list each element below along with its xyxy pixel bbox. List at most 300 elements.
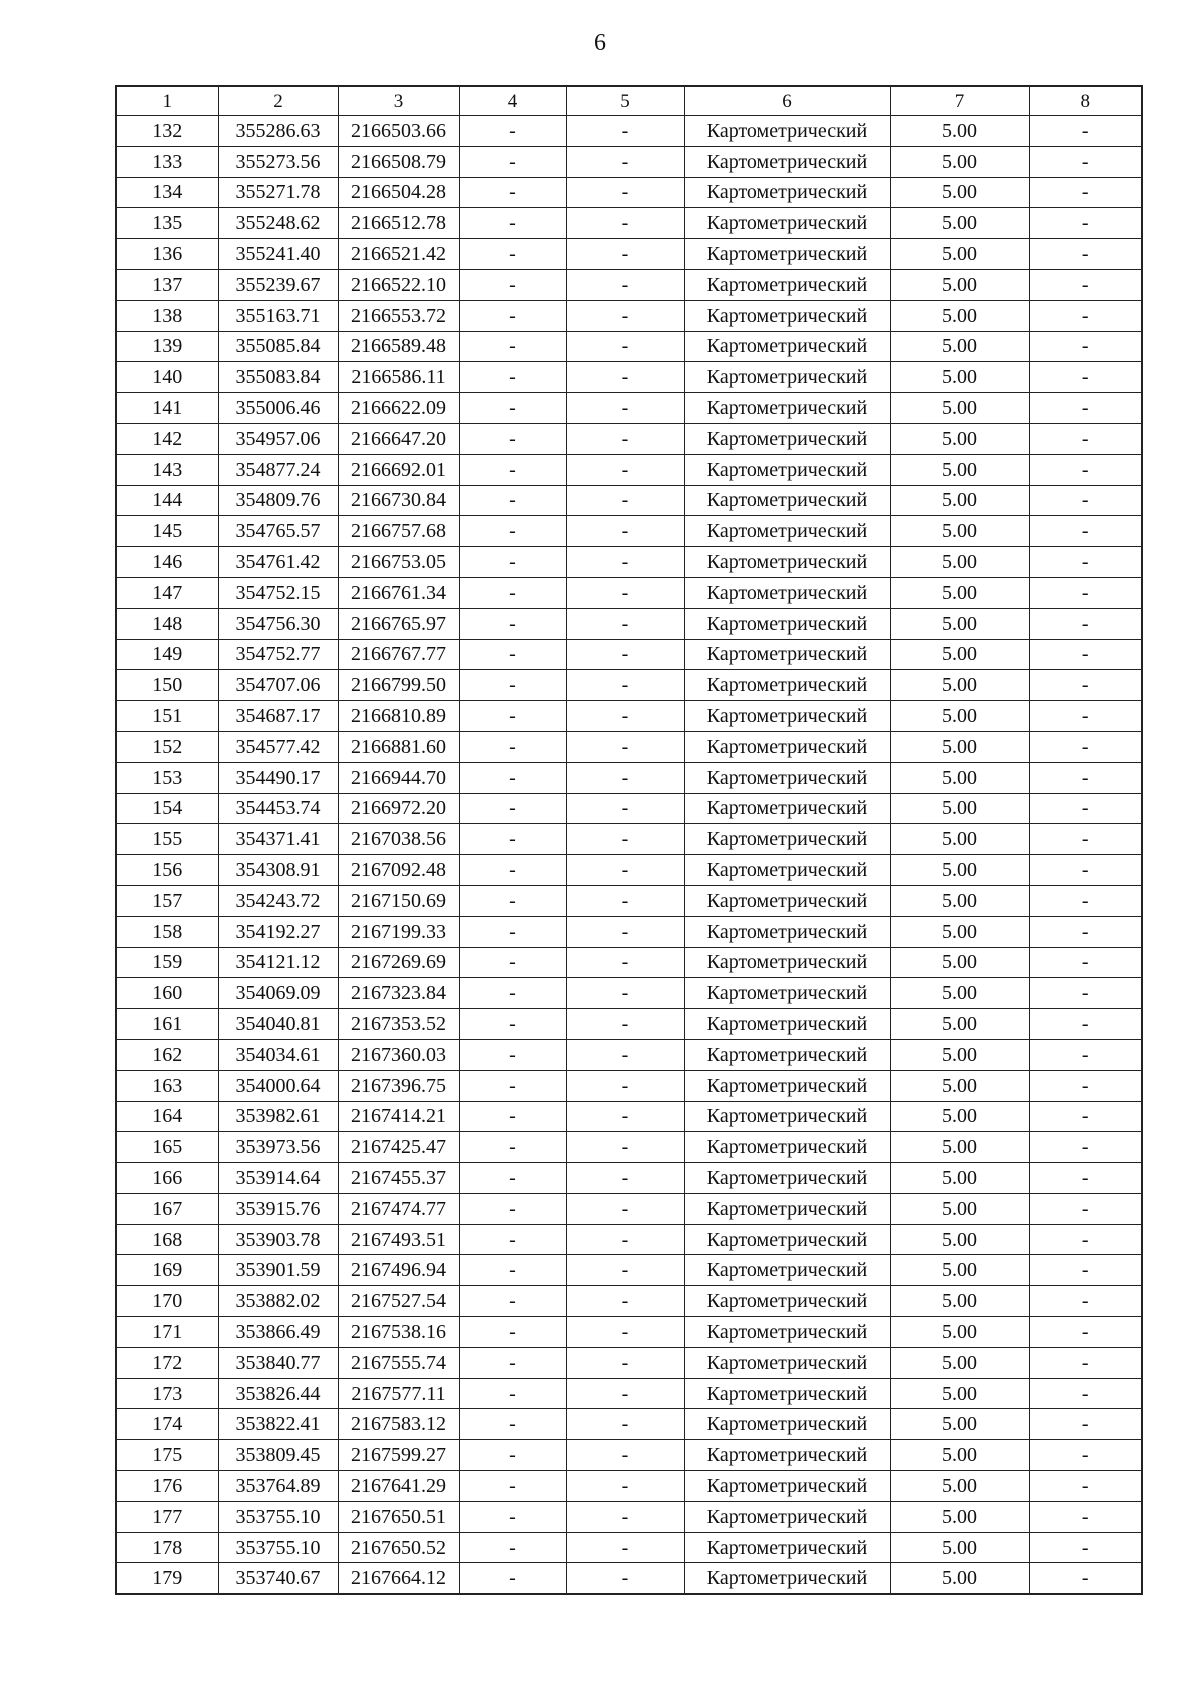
cell-col-8: - (1029, 146, 1142, 177)
cell-accuracy: 5.00 (890, 1193, 1029, 1224)
cell-x-coordinate: 353809.45 (218, 1440, 338, 1471)
cell-col-8: - (1029, 1255, 1142, 1286)
cell-point-number: 176 (116, 1471, 218, 1502)
cell-accuracy: 5.00 (890, 1563, 1029, 1594)
cell-point-number: 159 (116, 947, 218, 978)
cell-x-coordinate: 353764.89 (218, 1471, 338, 1502)
cell-col-8: - (1029, 793, 1142, 824)
cell-point-number: 171 (116, 1317, 218, 1348)
cell-col-4: - (459, 1286, 566, 1317)
column-header-3: 3 (338, 86, 459, 116)
cell-accuracy: 5.00 (890, 1163, 1029, 1194)
cell-col-5: - (566, 885, 684, 916)
cell-col-8: - (1029, 577, 1142, 608)
cell-x-coordinate: 354577.42 (218, 731, 338, 762)
cell-x-coordinate: 354243.72 (218, 885, 338, 916)
cell-x-coordinate: 353822.41 (218, 1409, 338, 1440)
cell-col-5: - (566, 300, 684, 331)
cell-point-number: 169 (116, 1255, 218, 1286)
page-number: 6 (594, 30, 606, 56)
cell-col-5: - (566, 1347, 684, 1378)
cell-method: Картометрический (684, 177, 890, 208)
cell-y-coordinate: 2166553.72 (338, 300, 459, 331)
cell-accuracy: 5.00 (890, 916, 1029, 947)
cell-x-coordinate: 355248.62 (218, 208, 338, 239)
cell-method: Картометрический (684, 1224, 890, 1255)
cell-method: Картометрический (684, 1501, 890, 1532)
cell-col-4: - (459, 731, 566, 762)
cell-col-4: - (459, 1039, 566, 1070)
cell-col-4: - (459, 1532, 566, 1563)
cell-accuracy: 5.00 (890, 393, 1029, 424)
cell-point-number: 154 (116, 793, 218, 824)
cell-col-4: - (459, 762, 566, 793)
cell-point-number: 134 (116, 177, 218, 208)
cell-y-coordinate: 2166753.05 (338, 547, 459, 578)
cell-x-coordinate: 355273.56 (218, 146, 338, 177)
cell-col-4: - (459, 1347, 566, 1378)
cell-col-5: - (566, 1070, 684, 1101)
cell-col-8: - (1029, 1009, 1142, 1040)
cell-accuracy: 5.00 (890, 1255, 1029, 1286)
column-header-5: 5 (566, 86, 684, 116)
table-row (116, 1224, 1142, 1255)
cell-col-4: - (459, 947, 566, 978)
cell-method: Картометрический (684, 485, 890, 516)
table-row (116, 547, 1142, 578)
cell-col-4: - (459, 1471, 566, 1502)
cell-col-4: - (459, 208, 566, 239)
cell-y-coordinate: 2167414.21 (338, 1101, 459, 1132)
cell-y-coordinate: 2166730.84 (338, 485, 459, 516)
cell-method: Картометрический (684, 1409, 890, 1440)
table-row (116, 331, 1142, 362)
cell-col-8: - (1029, 177, 1142, 208)
table-row (116, 1501, 1142, 1532)
cell-y-coordinate: 2167555.74 (338, 1347, 459, 1378)
table-row (116, 1471, 1142, 1502)
cell-col-8: - (1029, 639, 1142, 670)
cell-y-coordinate: 2167538.16 (338, 1317, 459, 1348)
cell-point-number: 136 (116, 239, 218, 270)
cell-col-8: - (1029, 485, 1142, 516)
column-header-6: 6 (684, 86, 890, 116)
cell-col-5: - (566, 916, 684, 947)
cell-col-5: - (566, 1009, 684, 1040)
cell-col-8: - (1029, 1440, 1142, 1471)
cell-accuracy: 5.00 (890, 1347, 1029, 1378)
cell-col-8: - (1029, 239, 1142, 270)
table-row (116, 146, 1142, 177)
cell-col-4: - (459, 269, 566, 300)
cell-method: Картометрический (684, 639, 890, 670)
cell-accuracy: 5.00 (890, 423, 1029, 454)
cell-y-coordinate: 2167323.84 (338, 978, 459, 1009)
cell-method: Картометрический (684, 1193, 890, 1224)
cell-accuracy: 5.00 (890, 947, 1029, 978)
cell-col-4: - (459, 1317, 566, 1348)
cell-col-5: - (566, 1501, 684, 1532)
cell-col-4: - (459, 1501, 566, 1532)
cell-method: Картометрический (684, 1471, 890, 1502)
cell-y-coordinate: 2166767.77 (338, 639, 459, 670)
cell-x-coordinate: 354765.57 (218, 516, 338, 547)
cell-col-8: - (1029, 1101, 1142, 1132)
cell-accuracy: 5.00 (890, 978, 1029, 1009)
cell-y-coordinate: 2166647.20 (338, 423, 459, 454)
cell-point-number: 141 (116, 393, 218, 424)
cell-y-coordinate: 2166521.42 (338, 239, 459, 270)
cell-col-8: - (1029, 1347, 1142, 1378)
cell-col-8: - (1029, 269, 1142, 300)
cell-col-5: - (566, 362, 684, 393)
cell-method: Картометрический (684, 331, 890, 362)
cell-col-8: - (1029, 1378, 1142, 1409)
cell-point-number: 168 (116, 1224, 218, 1255)
cell-method: Картометрический (684, 947, 890, 978)
cell-method: Картометрический (684, 793, 890, 824)
cell-method: Картометрический (684, 239, 890, 270)
cell-accuracy: 5.00 (890, 1101, 1029, 1132)
cell-y-coordinate: 2166504.28 (338, 177, 459, 208)
cell-y-coordinate: 2166586.11 (338, 362, 459, 393)
table-row (116, 516, 1142, 547)
table-row (116, 1440, 1142, 1471)
cell-col-8: - (1029, 1039, 1142, 1070)
cell-y-coordinate: 2167353.52 (338, 1009, 459, 1040)
cell-col-5: - (566, 855, 684, 886)
table-row (116, 1255, 1142, 1286)
cell-point-number: 152 (116, 731, 218, 762)
cell-x-coordinate: 353914.64 (218, 1163, 338, 1194)
table-row (116, 1009, 1142, 1040)
table-row (116, 1532, 1142, 1563)
cell-accuracy: 5.00 (890, 331, 1029, 362)
cell-col-8: - (1029, 1409, 1142, 1440)
cell-point-number: 145 (116, 516, 218, 547)
table-row (116, 1317, 1142, 1348)
cell-method: Картометрический (684, 1039, 890, 1070)
cell-accuracy: 5.00 (890, 1317, 1029, 1348)
cell-method: Картометрический (684, 1378, 890, 1409)
cell-col-8: - (1029, 670, 1142, 701)
cell-method: Картометрический (684, 1070, 890, 1101)
cell-method: Картометрический (684, 1347, 890, 1378)
cell-accuracy: 5.00 (890, 855, 1029, 886)
cell-point-number: 149 (116, 639, 218, 670)
cell-accuracy: 5.00 (890, 485, 1029, 516)
table-row (116, 793, 1142, 824)
cell-col-5: - (566, 1471, 684, 1502)
cell-col-5: - (566, 269, 684, 300)
cell-y-coordinate: 2167092.48 (338, 855, 459, 886)
cell-point-number: 172 (116, 1347, 218, 1378)
cell-col-4: - (459, 885, 566, 916)
cell-accuracy: 5.00 (890, 239, 1029, 270)
cell-col-8: - (1029, 1286, 1142, 1317)
cell-point-number: 177 (116, 1501, 218, 1532)
cell-point-number: 156 (116, 855, 218, 886)
cell-col-8: - (1029, 1563, 1142, 1594)
cell-accuracy: 5.00 (890, 1471, 1029, 1502)
cell-y-coordinate: 2167360.03 (338, 1039, 459, 1070)
cell-method: Картометрический (684, 885, 890, 916)
cell-y-coordinate: 2166799.50 (338, 670, 459, 701)
cell-y-coordinate: 2166944.70 (338, 762, 459, 793)
cell-method: Картометрический (684, 1532, 890, 1563)
cell-x-coordinate: 355286.63 (218, 116, 338, 147)
table-header-row (116, 86, 1142, 116)
cell-point-number: 135 (116, 208, 218, 239)
cell-method: Картометрический (684, 116, 890, 147)
cell-col-8: - (1029, 1532, 1142, 1563)
cell-col-4: - (459, 1409, 566, 1440)
cell-col-5: - (566, 177, 684, 208)
cell-col-8: - (1029, 947, 1142, 978)
cell-col-5: - (566, 793, 684, 824)
cell-col-4: - (459, 393, 566, 424)
cell-method: Картометрический (684, 1440, 890, 1471)
table-row (116, 824, 1142, 855)
cell-col-4: - (459, 577, 566, 608)
table-row (116, 1039, 1142, 1070)
cell-accuracy: 5.00 (890, 362, 1029, 393)
cell-x-coordinate: 354761.42 (218, 547, 338, 578)
table-row (116, 577, 1142, 608)
cell-x-coordinate: 354752.15 (218, 577, 338, 608)
cell-col-8: - (1029, 547, 1142, 578)
cell-point-number: 175 (116, 1440, 218, 1471)
cell-point-number: 157 (116, 885, 218, 916)
cell-col-8: - (1029, 608, 1142, 639)
cell-col-4: - (459, 177, 566, 208)
cell-method: Картометрический (684, 731, 890, 762)
cell-col-5: - (566, 1193, 684, 1224)
cell-col-4: - (459, 1101, 566, 1132)
cell-accuracy: 5.00 (890, 1132, 1029, 1163)
cell-col-8: - (1029, 855, 1142, 886)
cell-point-number: 147 (116, 577, 218, 608)
cell-col-4: - (459, 300, 566, 331)
cell-method: Картометрический (684, 855, 890, 886)
cell-col-4: - (459, 146, 566, 177)
cell-accuracy: 5.00 (890, 824, 1029, 855)
cell-col-4: - (459, 824, 566, 855)
cell-method: Картометрический (684, 208, 890, 239)
table-row (116, 855, 1142, 886)
cell-method: Картометрический (684, 516, 890, 547)
cell-col-8: - (1029, 1132, 1142, 1163)
cell-accuracy: 5.00 (890, 1501, 1029, 1532)
cell-col-4: - (459, 916, 566, 947)
table-row (116, 423, 1142, 454)
cell-col-8: - (1029, 423, 1142, 454)
cell-col-8: - (1029, 362, 1142, 393)
cell-col-8: - (1029, 885, 1142, 916)
cell-point-number: 148 (116, 608, 218, 639)
cell-point-number: 132 (116, 116, 218, 147)
column-header-1: 1 (116, 86, 218, 116)
cell-y-coordinate: 2167455.37 (338, 1163, 459, 1194)
cell-point-number: 165 (116, 1132, 218, 1163)
cell-point-number: 162 (116, 1039, 218, 1070)
cell-col-5: - (566, 639, 684, 670)
cell-method: Картометрический (684, 824, 890, 855)
cell-x-coordinate: 354000.64 (218, 1070, 338, 1101)
cell-col-5: - (566, 1317, 684, 1348)
cell-method: Картометрический (684, 146, 890, 177)
cell-point-number: 146 (116, 547, 218, 578)
cell-y-coordinate: 2166503.66 (338, 116, 459, 147)
table-row (116, 1163, 1142, 1194)
cell-accuracy: 5.00 (890, 547, 1029, 578)
cell-col-5: - (566, 454, 684, 485)
cell-point-number: 138 (116, 300, 218, 331)
cell-accuracy: 5.00 (890, 608, 1029, 639)
cell-col-4: - (459, 1193, 566, 1224)
cell-accuracy: 5.00 (890, 1070, 1029, 1101)
cell-x-coordinate: 355241.40 (218, 239, 338, 270)
cell-y-coordinate: 2166589.48 (338, 331, 459, 362)
cell-col-5: - (566, 731, 684, 762)
cell-y-coordinate: 2167474.77 (338, 1193, 459, 1224)
cell-method: Картометрический (684, 1563, 890, 1594)
cell-method: Картометрический (684, 577, 890, 608)
cell-x-coordinate: 353755.10 (218, 1501, 338, 1532)
cell-accuracy: 5.00 (890, 577, 1029, 608)
cell-accuracy: 5.00 (890, 885, 1029, 916)
cell-point-number: 144 (116, 485, 218, 516)
cell-col-5: - (566, 393, 684, 424)
cell-accuracy: 5.00 (890, 1286, 1029, 1317)
cell-y-coordinate: 2167396.75 (338, 1070, 459, 1101)
table-row (116, 731, 1142, 762)
cell-point-number: 167 (116, 1193, 218, 1224)
cell-col-8: - (1029, 208, 1142, 239)
cell-col-5: - (566, 1039, 684, 1070)
cell-method: Картометрический (684, 300, 890, 331)
table-row (116, 362, 1142, 393)
cell-x-coordinate: 355006.46 (218, 393, 338, 424)
table-body (116, 116, 1142, 1595)
table-row (116, 885, 1142, 916)
cell-col-8: - (1029, 1070, 1142, 1101)
cell-col-5: - (566, 547, 684, 578)
cell-accuracy: 5.00 (890, 1378, 1029, 1409)
cell-y-coordinate: 2167527.54 (338, 1286, 459, 1317)
cell-method: Картометрический (684, 1101, 890, 1132)
table-row (116, 1563, 1142, 1594)
cell-x-coordinate: 354490.17 (218, 762, 338, 793)
cell-col-8: - (1029, 762, 1142, 793)
cell-point-number: 137 (116, 269, 218, 300)
cell-method: Картометрический (684, 1163, 890, 1194)
cell-col-4: - (459, 1563, 566, 1594)
cell-col-5: - (566, 1409, 684, 1440)
cell-col-8: - (1029, 393, 1142, 424)
cell-col-4: - (459, 1378, 566, 1409)
cell-col-5: - (566, 485, 684, 516)
cell-col-8: - (1029, 731, 1142, 762)
cell-method: Картометрический (684, 978, 890, 1009)
cell-x-coordinate: 354707.06 (218, 670, 338, 701)
cell-y-coordinate: 2166522.10 (338, 269, 459, 300)
cell-method: Картометрический (684, 916, 890, 947)
cell-col-4: - (459, 793, 566, 824)
cell-y-coordinate: 2167650.51 (338, 1501, 459, 1532)
cell-col-8: - (1029, 916, 1142, 947)
cell-col-5: - (566, 1563, 684, 1594)
cell-col-8: - (1029, 1224, 1142, 1255)
table-row (116, 916, 1142, 947)
cell-method: Картометрический (684, 1255, 890, 1286)
cell-col-5: - (566, 1101, 684, 1132)
cell-x-coordinate: 354687.17 (218, 701, 338, 732)
cell-col-4: - (459, 855, 566, 886)
cell-point-number: 174 (116, 1409, 218, 1440)
cell-point-number: 150 (116, 670, 218, 701)
cell-col-8: - (1029, 331, 1142, 362)
cell-col-8: - (1029, 701, 1142, 732)
cell-accuracy: 5.00 (890, 1532, 1029, 1563)
cell-x-coordinate: 354809.76 (218, 485, 338, 516)
cell-y-coordinate: 2166508.79 (338, 146, 459, 177)
cell-y-coordinate: 2166512.78 (338, 208, 459, 239)
cell-point-number: 166 (116, 1163, 218, 1194)
table-row (116, 1101, 1142, 1132)
cell-point-number: 139 (116, 331, 218, 362)
cell-x-coordinate: 354192.27 (218, 916, 338, 947)
cell-accuracy: 5.00 (890, 639, 1029, 670)
cell-y-coordinate: 2167577.11 (338, 1378, 459, 1409)
cell-y-coordinate: 2166881.60 (338, 731, 459, 762)
cell-point-number: 153 (116, 762, 218, 793)
cell-x-coordinate: 353882.02 (218, 1286, 338, 1317)
cell-point-number: 163 (116, 1070, 218, 1101)
cell-col-5: - (566, 701, 684, 732)
cell-col-5: - (566, 208, 684, 239)
cell-point-number: 170 (116, 1286, 218, 1317)
cell-method: Картометрический (684, 1009, 890, 1040)
cell-accuracy: 5.00 (890, 269, 1029, 300)
cell-x-coordinate: 354877.24 (218, 454, 338, 485)
column-header-2: 2 (218, 86, 338, 116)
cell-col-5: - (566, 516, 684, 547)
cell-y-coordinate: 2166761.34 (338, 577, 459, 608)
cell-accuracy: 5.00 (890, 208, 1029, 239)
cell-accuracy: 5.00 (890, 300, 1029, 331)
cell-x-coordinate: 355163.71 (218, 300, 338, 331)
cell-x-coordinate: 355085.84 (218, 331, 338, 362)
cell-col-5: - (566, 239, 684, 270)
cell-col-5: - (566, 670, 684, 701)
cell-col-4: - (459, 701, 566, 732)
cell-y-coordinate: 2167641.29 (338, 1471, 459, 1502)
cell-method: Картометрический (684, 393, 890, 424)
cell-method: Картометрический (684, 608, 890, 639)
cell-col-5: - (566, 1440, 684, 1471)
cell-y-coordinate: 2167650.52 (338, 1532, 459, 1563)
cell-x-coordinate: 353901.59 (218, 1255, 338, 1286)
cell-col-5: - (566, 978, 684, 1009)
table-row (116, 1193, 1142, 1224)
cell-x-coordinate: 354371.41 (218, 824, 338, 855)
cell-x-coordinate: 353973.56 (218, 1132, 338, 1163)
cell-x-coordinate: 354308.91 (218, 855, 338, 886)
cell-point-number: 133 (116, 146, 218, 177)
cell-y-coordinate: 2167269.69 (338, 947, 459, 978)
cell-method: Картометрический (684, 1132, 890, 1163)
